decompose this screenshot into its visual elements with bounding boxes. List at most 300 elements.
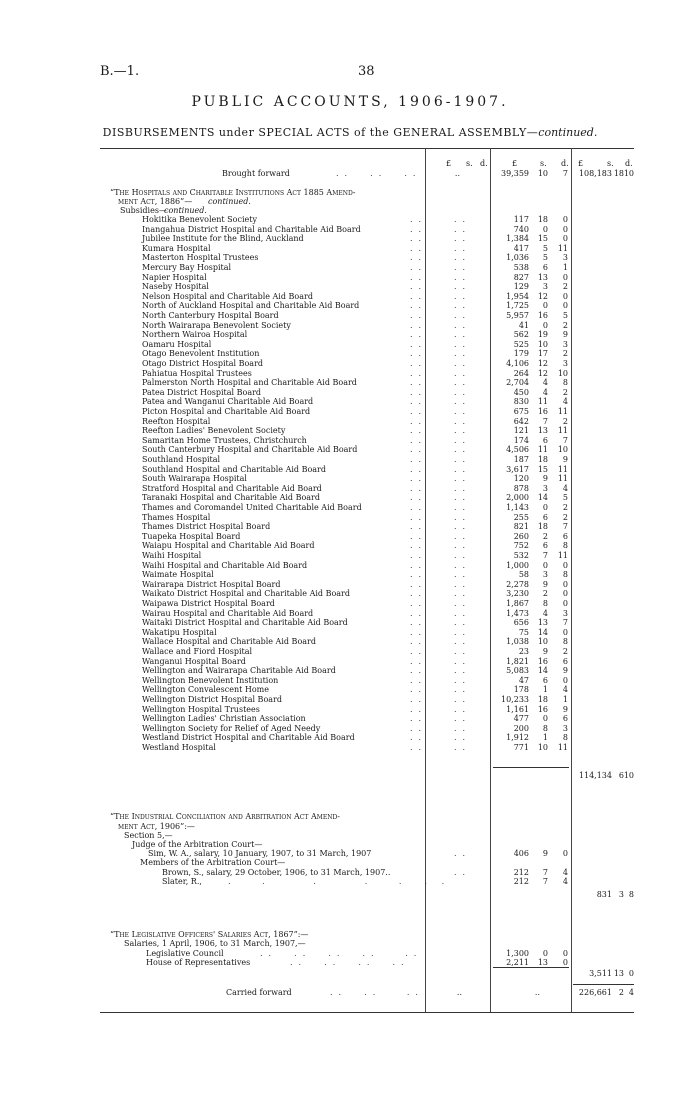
list-item: [0, 311, 700, 320]
leader-dots: ..: [454, 263, 472, 272]
total-rule: [573, 984, 634, 985]
leader-dots: ..: [454, 733, 472, 743]
line-item-name: Wairarapa District Hospital Board: [142, 579, 281, 589]
list-item: [0, 445, 700, 454]
list-item: [0, 292, 700, 301]
leader-dots: ..: [410, 224, 428, 234]
amount-shillings: 14: [537, 627, 548, 637]
brought-forward-label: Brought forward: [222, 169, 290, 178]
col2-value: ..: [534, 988, 540, 997]
list-item: [0, 685, 700, 694]
amount-pence: 9: [562, 330, 568, 340]
subtotal-rule: [493, 767, 569, 768]
leader-dots: ..: [410, 464, 428, 474]
list-item: [0, 705, 700, 714]
amount-shillings: 16: [537, 656, 548, 666]
leader-dots: ..: [410, 541, 428, 551]
amount-pence: 3: [562, 339, 568, 349]
list-item: [0, 541, 700, 550]
leader-dots: ..: [410, 397, 428, 407]
total-pence: 4: [628, 988, 634, 997]
leader-dots: ..: [454, 666, 472, 676]
amount-shillings: 4: [542, 387, 548, 397]
amount-pence: 8: [562, 541, 568, 551]
line-item-name: Slater, R.,: [162, 877, 202, 886]
amount-pence: 10: [557, 368, 568, 378]
leader-dots: ..: [454, 234, 472, 244]
amount-pence: 8: [562, 637, 568, 647]
line-item-name: Wallace Hospital and Charitable Aid Board: [142, 637, 316, 647]
amount-shillings: 6: [542, 263, 548, 272]
amount-shillings: 12: [537, 359, 548, 368]
line-item-name: Reefton Hospital: [142, 416, 211, 426]
leader-dots: ..: [410, 368, 428, 378]
act-heading: “The Hospitals and Charitable Institutions Act 1885 Amend-: [110, 188, 356, 197]
amount-pence: 0: [562, 958, 568, 967]
pounds-head: £: [578, 159, 584, 168]
amount-shillings: 6: [542, 541, 548, 551]
amount-pence: 5: [562, 493, 568, 503]
section-label: Section 5,—: [124, 831, 173, 840]
amount-shillings: 9: [542, 849, 548, 858]
leader-dots: ..: [454, 272, 472, 282]
amount-pounds: 212: [513, 868, 529, 877]
leader-dots: ..: [454, 320, 472, 330]
pounds-head: £: [512, 159, 518, 168]
amount-pence: 7: [562, 618, 568, 628]
amount-pence: 2: [562, 647, 568, 656]
leader-dots: ..: [410, 522, 428, 532]
leader-dots: ..: [410, 579, 428, 589]
list-item: [0, 369, 700, 378]
list-item: [0, 397, 700, 406]
line-item-name: South Wairarapa Hospital: [142, 474, 247, 484]
leader-dots: ..: [410, 483, 428, 493]
amount-pounds: 264: [513, 368, 529, 378]
list-item: [0, 225, 700, 234]
leader-dots: ..: [454, 224, 472, 234]
amount-pence: 9: [562, 704, 568, 714]
line-item-name: Palmerston North Hospital and Charitable Aid Board: [142, 378, 357, 388]
amount-shillings: 4: [542, 608, 548, 618]
leader-dots: ..: [454, 445, 472, 455]
amount-pence: 1: [562, 695, 568, 704]
amount-pounds: 656: [513, 618, 529, 628]
list-item: [0, 666, 700, 675]
amount-shillings: 13: [537, 272, 548, 282]
list-item: [0, 215, 700, 224]
pence-head: d.: [625, 159, 633, 168]
amount-shillings: 11: [537, 397, 548, 407]
line-item-name: Thames and Coromandel United Charitable Aid Board: [142, 503, 362, 512]
leader-dots: ..: [454, 368, 472, 378]
table-top-rule: [100, 148, 634, 149]
amount-pence: 7: [562, 169, 568, 178]
leader-dots: ..: [454, 330, 472, 340]
leader-dots: ..: [410, 330, 428, 340]
total-pence: 10: [623, 169, 634, 178]
list-item: [0, 417, 700, 426]
amount-shillings: 3: [542, 282, 548, 292]
line-item-name: Patea District Hospital Board: [142, 387, 262, 397]
line-item-name: Wellington and Wairarapa Charitable Aid Board: [142, 666, 336, 676]
amount-shillings: 2: [542, 589, 548, 599]
amount-pounds: 1,036: [506, 253, 529, 263]
amount-pence: 0: [562, 589, 568, 599]
amount-pounds: 3,617: [506, 464, 529, 474]
leader-dots: ..: [454, 541, 472, 551]
amount-pence: 9: [562, 455, 568, 464]
leader-dots: ..: [454, 359, 472, 368]
line-item-name: Wairau Hospital and Charitable Aid Board: [142, 608, 314, 618]
document-reference: B.—1.: [100, 64, 140, 79]
leader-dots: ..: [454, 291, 472, 301]
leader-dots: ..: [410, 234, 428, 244]
amount-shillings: 0: [542, 714, 548, 724]
amount-pence: 11: [557, 551, 568, 560]
leader-dots: .. .. .. .. ..: [260, 949, 423, 958]
leader-dots: .. .. ..: [336, 169, 422, 178]
total-shillings: 3: [618, 890, 624, 899]
list-item: [0, 513, 700, 522]
leader-dots: ..: [410, 627, 428, 637]
line-item-name: Naseby Hospital: [142, 282, 209, 292]
amount-pence: 8: [562, 733, 568, 743]
leader-dots: ..: [410, 503, 428, 512]
amount-shillings: 16: [537, 704, 548, 714]
amount-pence: 6: [562, 656, 568, 666]
leader-dots: ..: [410, 733, 428, 743]
amount-pence: 3: [562, 359, 568, 368]
list-item: [0, 340, 700, 349]
leader-dots: ..: [410, 666, 428, 676]
act-heading: “The Industrial Conciliation and Arbitration Act Amend-: [110, 812, 341, 821]
amount-pence: 0: [562, 599, 568, 608]
leader-dots: ..: [410, 637, 428, 647]
amount-pounds: 187: [513, 455, 529, 464]
leader-dots: ..: [410, 685, 428, 695]
amount-shillings: 15: [537, 234, 548, 244]
amount-shillings: 18: [537, 695, 548, 704]
amount-pounds: 525: [513, 339, 529, 349]
list-item: [0, 388, 700, 397]
leader-dots: ..: [410, 531, 428, 541]
amount-pounds: 1,821: [506, 656, 529, 666]
amount-pounds: 23: [518, 647, 529, 656]
amount-pence: 11: [557, 243, 568, 253]
amount-shillings: 19: [537, 330, 548, 340]
leader-dots: ..: [410, 243, 428, 253]
amount-shillings: 9: [542, 579, 548, 589]
leader-dots: ..: [454, 282, 472, 292]
amount-pence: 4: [562, 685, 568, 695]
leader-dots: ..: [410, 743, 428, 752]
pounds-head: £: [446, 159, 452, 168]
amount-shillings: 0: [542, 503, 548, 512]
leader-dots: ..: [410, 320, 428, 330]
page-subtitle: [0, 126, 700, 139]
amount-pence: 6: [562, 714, 568, 724]
line-item-name: Wellington Society for Relief of Aged Needy: [142, 723, 321, 733]
amount-pounds: 2,278: [506, 579, 529, 589]
list-item: [0, 273, 700, 282]
table-bottom-rule: [100, 1012, 634, 1013]
amount-pounds: 179: [513, 349, 529, 359]
list-item: [0, 657, 700, 666]
list-item: [0, 349, 700, 358]
list-item: [0, 321, 700, 330]
amount-pence: 4: [562, 483, 568, 493]
judge-heading: Judge of the Arbitration Court—: [132, 840, 263, 849]
amount-pence: 0: [562, 291, 568, 301]
line-item-name: Westland Hospital: [142, 743, 216, 752]
amount-pounds: 830: [513, 397, 529, 407]
amount-pence: 3: [562, 608, 568, 618]
leader-dots: ..: [454, 656, 472, 666]
list-item: [0, 484, 700, 493]
leader-dots: ..: [454, 743, 472, 752]
page-title: PUBLIC ACCOUNTS, 1906-1907.: [191, 94, 509, 110]
leader-dots: ..: [454, 723, 472, 733]
leader-dots: ..: [454, 455, 472, 464]
amount-shillings: 10: [537, 339, 548, 349]
list-item: [0, 733, 700, 742]
amount-shillings: 13: [537, 958, 548, 967]
amount-pounds: 47: [518, 675, 529, 685]
list-item: [0, 436, 700, 445]
amount-shillings: 0: [542, 301, 548, 311]
amount-pence: 3: [562, 723, 568, 733]
total-pence: 0: [628, 969, 634, 978]
amount-pounds: 129: [513, 282, 529, 292]
amount-pounds: 1,725: [506, 301, 529, 311]
amount-shillings: 8: [542, 599, 548, 608]
amount-pence: 11: [557, 474, 568, 484]
list-item: [0, 714, 700, 723]
line-item-name: Kumara Hospital: [142, 243, 211, 253]
amount-shillings: 2: [542, 531, 548, 541]
total-pounds: 114,134: [578, 771, 612, 780]
amount-shillings: 3: [542, 570, 548, 580]
list-item: [0, 378, 700, 387]
leader-dots: ..: [454, 647, 472, 656]
leader-dots: .. .. .. ..: [290, 958, 410, 967]
amount-pounds: 4,106: [506, 359, 529, 368]
amount-pounds: 2,000: [506, 493, 529, 503]
line-item-name: Otago Benevolent Institution: [142, 349, 260, 359]
amount-pence: 6: [562, 531, 568, 541]
total-pounds: 831: [596, 890, 612, 899]
leader-dots: ..: [454, 387, 472, 397]
amount-pounds: 827: [513, 272, 529, 282]
amount-pence: 2: [562, 503, 568, 512]
line-item-name: Patea and Wanganui Charitable Aid Board: [142, 397, 314, 407]
amount-pounds: 120: [513, 474, 529, 484]
amount-pounds: 3,230: [506, 589, 529, 599]
amount-pounds: 75: [518, 627, 529, 637]
list-item: [0, 234, 700, 243]
line-item-name: Wellington Benevolent Institution: [142, 675, 279, 685]
amount-pence: 11: [557, 464, 568, 474]
amount-shillings: 15: [537, 464, 548, 474]
section1-total-row: [0, 771, 700, 780]
line-item-name: Picton Hospital and Charitable Aid Board: [142, 407, 311, 416]
leader-dots: ..: [410, 618, 428, 628]
leader-dots: ..: [454, 685, 472, 695]
amount-pounds: 212: [513, 877, 529, 886]
leader-dots: ..: [410, 656, 428, 666]
amount-pounds: 2,211: [506, 958, 529, 967]
leader-dots: ..: [410, 551, 428, 560]
line-item-name: Sim, W. A., salary, 10 January, 1907, to 31 March, 1907: [148, 849, 372, 858]
amount-pence: 0: [562, 215, 568, 224]
amount-pence: 0: [562, 627, 568, 637]
line-item-name: Reefton Ladies' Benevolent Society: [142, 426, 286, 436]
amount-shillings: 7: [542, 877, 548, 886]
leader-dots: ..: [454, 339, 472, 349]
list-item: [0, 474, 700, 483]
line-item-name: Waihi Hospital: [142, 551, 202, 560]
list-item: [0, 676, 700, 685]
list-item: [0, 465, 700, 474]
leader-dots: ..: [454, 714, 472, 724]
amount-pence: 4: [562, 868, 568, 877]
total-pounds: 3,511: [589, 969, 612, 978]
salaries-heading: Salaries, 1 April, 1906, to 31 March, 1907,—: [124, 939, 306, 948]
amount-shillings: 10: [537, 743, 548, 752]
leader-dots: ..: [410, 311, 428, 320]
line-item-name: Taranaki Hospital and Charitable Aid Board: [142, 493, 320, 503]
amount-shillings: 14: [537, 666, 548, 676]
amount-pounds: 1,038: [506, 637, 529, 647]
amount-shillings: 5: [542, 253, 548, 263]
leader-dots: ..: [454, 579, 472, 589]
line-item-name: Wellington District Hospital Board: [142, 695, 282, 704]
amount-pence: 2: [562, 349, 568, 359]
subtitle-text: DISBURSEMENTS under SPECIAL ACTS of the GENERAL ASSEMBLY—: [102, 126, 539, 139]
list-item: [0, 618, 700, 627]
line-item-name: Waihi Hospital and Charitable Aid Board: [142, 560, 308, 570]
amount-pence: 4: [562, 877, 568, 886]
leader-dots: ..: [454, 426, 472, 436]
leader-dots: ..: [454, 407, 472, 416]
leader-dots: ..: [410, 291, 428, 301]
list-item: [0, 503, 700, 512]
amount-shillings: 6: [542, 512, 548, 522]
leader-dots: . . . . . . .: [228, 877, 451, 886]
amount-shillings: 0: [542, 224, 548, 234]
line-item-name: Samaritan Home Trustees, Christchurch: [142, 435, 307, 445]
line-item-name: Pahiatua Hospital Trustees: [142, 368, 252, 378]
total-pence: 8: [628, 890, 634, 899]
amount-shillings: 7: [542, 551, 548, 560]
total-pence: 10: [623, 771, 634, 780]
leader-dots: ..: [410, 570, 428, 580]
leader-dots: ..: [410, 407, 428, 416]
line-item-name: Waimate Hospital: [142, 570, 214, 580]
amount-pence: 0: [562, 272, 568, 282]
line-item-name: North Canterbury Hospital Board: [142, 311, 279, 320]
leader-dots: ..: [454, 560, 472, 570]
list-item: [0, 359, 700, 368]
amount-pounds: 1,954: [506, 291, 529, 301]
leader-dots: ..: [410, 560, 428, 570]
line-item-name: South Canterbury Hospital and Charitable Aid Board: [142, 445, 358, 455]
leader-dots: ..: [454, 253, 472, 263]
leader-dots: ..: [454, 416, 472, 426]
amount-pence: 9: [562, 666, 568, 676]
leader-dots: ..: [454, 483, 472, 493]
line-item-name: Wellington Hospital Trustees: [142, 704, 260, 714]
amount-shillings: 11: [537, 445, 548, 455]
amount-pence: 2: [562, 387, 568, 397]
leader-dots: ..: [454, 599, 472, 608]
amount-shillings: 7: [542, 416, 548, 426]
leader-dots: ..: [454, 570, 472, 580]
pence-head: d.: [480, 159, 488, 168]
list-item: [0, 561, 700, 570]
leader-dots: ..: [410, 426, 428, 436]
total-shillings: 6: [618, 771, 624, 780]
amount-pounds: 752: [513, 541, 529, 551]
list-item: [0, 637, 700, 646]
line-item-name: North Wairarapa Benevolent Society: [142, 320, 291, 330]
leader-dots: ..: [454, 551, 472, 560]
list-item: [0, 589, 700, 598]
list-item: [0, 580, 700, 589]
act-heading-cont: ment Act, 1886”— continued.: [118, 197, 251, 206]
leader-dots: ..: [410, 599, 428, 608]
amount-pence: 0: [562, 949, 568, 958]
slater-salary-row: [0, 877, 700, 886]
shillings-head: s.: [607, 159, 614, 168]
leader-dots: ..: [454, 397, 472, 407]
amount-pence: 2: [562, 512, 568, 522]
section2-total-row: [0, 890, 700, 899]
list-item: [0, 743, 700, 752]
amount-pence: 0: [562, 224, 568, 234]
line-item-name: Waikato District Hospital and Charitable Aid Board: [142, 589, 350, 599]
amount-pounds: 5,957: [506, 311, 529, 320]
amount-shillings: 16: [537, 311, 548, 320]
amount-pence: 11: [557, 407, 568, 416]
leader-dots: ..: [454, 522, 472, 532]
amount-pence: 11: [557, 743, 568, 752]
line-item-name: Inangahua District Hospital and Charitable Aid Board: [142, 224, 361, 234]
carried-forward-label: Carried forward: [226, 988, 292, 997]
leader-dots: ..: [454, 637, 472, 647]
amount-pence: 3: [562, 253, 568, 263]
leader-dots: ..: [454, 311, 472, 320]
amount-pence: 0: [562, 234, 568, 244]
total-shillings: 13: [613, 969, 624, 978]
brought-forward-row: [0, 169, 700, 178]
amount-shillings: 10: [537, 637, 548, 647]
leader-dots: ..: [454, 849, 472, 858]
amount-pence: 7: [562, 522, 568, 532]
amount-pounds: 450: [513, 387, 529, 397]
carried-forward-row: [0, 988, 700, 997]
amount-shillings: 6: [542, 675, 548, 685]
line-item-name: Oamaru Hospital: [142, 339, 212, 349]
amount-pounds: 260: [513, 531, 529, 541]
amount-pounds: 740: [513, 224, 529, 234]
line-item-name: Otago District Hospital Board: [142, 359, 264, 368]
amount-shillings: 10: [537, 169, 548, 178]
amount-pounds: 562: [513, 330, 529, 340]
amount-pounds: 532: [513, 551, 529, 560]
amount-pence: 0: [562, 675, 568, 685]
